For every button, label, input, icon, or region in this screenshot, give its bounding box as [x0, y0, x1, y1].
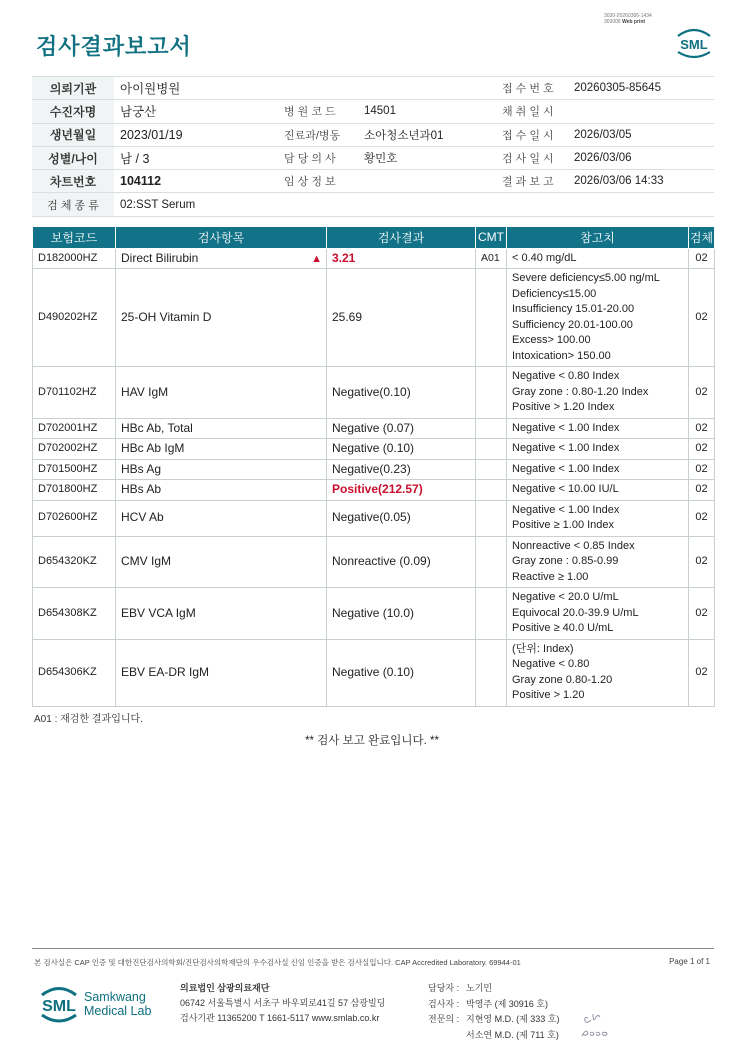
results-header-row — [33, 227, 715, 248]
dept-value: 소아청소년과01 — [358, 123, 488, 146]
cmt-code — [476, 269, 507, 367]
completion-message: ** 검사 보고 완료입니다. ** — [305, 735, 439, 747]
test-name — [116, 536, 327, 588]
doctor-value: 황민호 — [358, 146, 488, 169]
specimen-code: 02 — [689, 536, 715, 588]
cmt-code — [476, 367, 507, 419]
institution-label: 의뢰기관 — [32, 77, 114, 100]
test-name-label: HAV IgM — [121, 384, 169, 399]
reference-range: < 0.40 mg/dL — [507, 248, 689, 269]
reference-range: Negative < 10.00 IU/L — [507, 480, 689, 501]
signature-image — [578, 1006, 618, 1042]
brand-name: Samkwang Medical Lab — [84, 990, 152, 1018]
org-address: 06742 서울특별시 서초구 바우뫼로41길 57 삼광빌딩 — [180, 998, 386, 1008]
info-row — [32, 100, 714, 123]
specimen-code: 02 — [689, 639, 715, 706]
test-name-label: HBs Ab — [121, 482, 162, 496]
report-date-value: 2026/03/06 14:33 — [568, 170, 714, 193]
cmt-code — [476, 480, 507, 501]
receipt-date-value: 2026/03/05 — [568, 123, 714, 146]
staff-list — [428, 981, 559, 1043]
sex-age-label: 성별/나이 — [32, 146, 114, 169]
info-row — [32, 123, 714, 146]
test-result: Nonreactive (0.09) — [327, 536, 476, 588]
reference-range: Negative < 1.00 Index Positive ≥ 1.00 Index — [507, 500, 689, 536]
results-table — [32, 227, 715, 707]
info-row — [32, 170, 714, 193]
reference-range: Nonreactive < 0.85 Index Gray zone : 0.85-0.99 Reactive ≥ 1.00 — [507, 536, 689, 588]
specimen-value: 02:SST Serum — [114, 193, 714, 216]
staff-row: 담당자 : 노기민 — [428, 983, 493, 993]
high-flag-icon: ▲ — [311, 252, 322, 265]
col-header-item: 검사항목 — [116, 227, 327, 248]
organization-info — [180, 981, 385, 1026]
dept-label: 진료과/병동 — [274, 123, 358, 146]
report-date-label: 결 과 보 고 — [488, 170, 568, 193]
test-name-label: HBc Ab IgM — [121, 441, 185, 455]
info-row — [32, 193, 714, 216]
col-header-specimen: 검체 — [689, 227, 715, 248]
insurance-code: D654306KZ — [33, 639, 116, 706]
hospital-code-label: 병 원 코 드 — [274, 100, 358, 123]
info-row — [32, 146, 714, 169]
receipt-no-label: 접 수 번 호 — [488, 77, 568, 100]
chart-no-label: 차트번호 — [32, 170, 114, 193]
specimen-code: 02 — [689, 269, 715, 367]
col-header-code: 보험코드 — [33, 227, 116, 248]
receipt-no-value: 20260305-85645 — [568, 77, 714, 100]
test-name-label: HBc Ab, Total — [121, 420, 193, 435]
certification-note: 본 검사실은 CAP 인증 및 대한진단검사의학회/진단검사의학재단의 우수검사실 신임 인증을 받은 검사실입니다. CAP Accredited Laboratory. 69944-01 — [34, 958, 521, 967]
cmt-code — [476, 439, 507, 460]
test-result: 25.69 — [327, 269, 476, 367]
test-name — [116, 500, 327, 536]
result-row — [33, 248, 715, 269]
specimen-code: 02 — [689, 588, 715, 640]
result-row — [33, 367, 715, 419]
result-row — [33, 500, 715, 536]
chart-no-value: 104112 — [114, 170, 274, 193]
reference-range: Negative < 0.80 Index Gray zone : 0.80-1.20 Index Positive > 1.20 Index — [507, 367, 689, 419]
footer-divider — [32, 948, 714, 949]
reference-range: (단위: Index) Negative < 0.80 Gray zone 0.80-1.20 Positive > 1.20 — [507, 639, 689, 706]
sml-footer-logo — [36, 982, 82, 1026]
staff-row: 검사자 : 박영주 (제 30916 호) — [428, 998, 548, 1009]
insurance-code: D654308KZ — [33, 588, 116, 640]
test-result: Negative (10.0) — [327, 588, 476, 640]
test-name-label: 25-OH Vitamin D — [121, 309, 212, 324]
test-name — [116, 459, 327, 480]
hospital-code-value: 14501 — [358, 100, 488, 123]
result-row — [33, 536, 715, 588]
result-row — [33, 588, 715, 640]
cmt-code — [476, 500, 507, 536]
info-row — [32, 77, 714, 100]
test-name — [116, 639, 327, 706]
test-result: Negative (0.10) — [327, 439, 476, 460]
svg-text:SML: SML — [42, 998, 76, 1015]
cmt-code — [476, 588, 507, 640]
institution-value: 아이원병원 — [114, 77, 488, 100]
reference-range: Negative < 1.00 Index — [507, 439, 689, 460]
test-result: Negative (0.10) — [327, 639, 476, 706]
result-row — [33, 418, 715, 439]
sex-age-value: 남 / 3 — [114, 146, 274, 169]
org-name: 의료법인 삼광의료재단 — [180, 983, 270, 993]
print-code: 3030-20260306-1434 303006 Web print — [604, 13, 652, 25]
test-result: Negative(0.05) — [327, 500, 476, 536]
test-result: Negative(0.10) — [327, 367, 476, 419]
test-name-label: HBs Ag — [121, 461, 162, 476]
cmt-code: A01 — [476, 248, 507, 269]
test-name — [116, 588, 327, 640]
name-label: 수진자명 — [32, 100, 114, 123]
test-date-value: 2026/03/06 — [568, 146, 714, 169]
name-value: 남궁산 — [114, 100, 274, 123]
col-header-result: 검사결과 — [327, 227, 476, 248]
specimen-code: 02 — [689, 480, 715, 501]
staff-row: 서소연 M.D. (제 711 호) — [466, 1029, 559, 1040]
insurance-code: D182000HZ — [33, 248, 116, 269]
cmt-code — [476, 639, 507, 706]
test-name-label: CMV IgM — [121, 554, 172, 568]
reference-range: Severe deficiency≤5.00 ng/mL Deficiency≤15.00 Insufficiency 15.01-20.00 Sufficiency 20.01-100.00 Excess> 100.00 Intoxication> 150.00 — [507, 269, 689, 367]
birth-label: 생년월일 — [32, 123, 114, 146]
result-row — [33, 459, 715, 480]
insurance-code: D702002HZ — [33, 439, 116, 460]
clinical-value — [358, 170, 488, 193]
test-name — [116, 269, 327, 367]
test-result: Positive(212.57) — [327, 480, 476, 501]
test-name-label: EBV EA-DR IgM — [121, 664, 210, 679]
test-name-label: Direct Bilirubin — [121, 250, 199, 265]
svg-text:SML: SML — [680, 37, 708, 52]
specimen-code: 02 — [689, 439, 715, 460]
test-name — [116, 248, 327, 269]
result-row — [33, 480, 715, 501]
test-date-label: 검 사 일 시 — [488, 146, 568, 169]
page-title: 검사결과보고서 — [36, 35, 192, 60]
cmt-code — [476, 459, 507, 480]
patient-info-table — [32, 76, 714, 217]
test-name — [116, 367, 327, 419]
specimen-code: 02 — [689, 459, 715, 480]
test-result: Negative (0.07) — [327, 418, 476, 439]
cmt-code — [476, 536, 507, 588]
insurance-code: D702001HZ — [33, 418, 116, 439]
result-row — [33, 439, 715, 460]
reference-range: Negative < 1.00 Index — [507, 418, 689, 439]
test-name — [116, 418, 327, 439]
reference-range: Negative < 1.00 Index — [507, 459, 689, 480]
test-result: Negative(0.23) — [327, 459, 476, 480]
specimen-code: 02 — [689, 500, 715, 536]
birth-value: 2023/01/19 — [114, 123, 274, 146]
org-contact: 검사기관 11365200 T 1661-5117 www.smlab.co.kr — [180, 1013, 380, 1023]
staff-row: 전문의 : 지현영 M.D. (제 333 호) — [428, 1014, 560, 1024]
specimen-code: 02 — [689, 248, 715, 269]
result-row — [33, 639, 715, 706]
specimen-code: 02 — [689, 367, 715, 419]
col-header-reference: 참고치 — [507, 227, 689, 248]
receipt-date-label: 접 수 일 시 — [488, 123, 568, 146]
reference-range: Negative < 20.0 U/mL Equivocal 20.0-39.9 U/mL Positive ≥ 40.0 U/mL — [507, 588, 689, 640]
insurance-code: D702600HZ — [33, 500, 116, 536]
insurance-code: D701800HZ — [33, 480, 116, 501]
collection-date-label: 채 취 일 시 — [488, 100, 568, 123]
page-number: Page 1 of 1 — [669, 957, 710, 966]
test-name-label: HCV Ab — [121, 510, 164, 525]
cmt-legend: A01 : 재검한 결과입니다. — [34, 714, 143, 725]
collection-date-value — [568, 100, 714, 123]
insurance-code: D701500HZ — [33, 459, 116, 480]
result-row — [33, 269, 715, 367]
doctor-label: 담 당 의 사 — [274, 146, 358, 169]
specimen-label: 검 체 종 류 — [32, 193, 114, 216]
col-header-cmt: CMT — [476, 227, 507, 248]
test-name — [116, 480, 327, 501]
test-result: 3.21 — [327, 248, 476, 269]
clinical-label: 임 상 정 보 — [274, 170, 358, 193]
insurance-code: D654320KZ — [33, 536, 116, 588]
test-name-label: EBV VCA IgM — [121, 605, 196, 620]
specimen-code: 02 — [689, 418, 715, 439]
insurance-code: D490202HZ — [33, 269, 116, 367]
insurance-code: D701102HZ — [33, 367, 116, 419]
sml-logo — [672, 26, 716, 60]
cmt-code — [476, 418, 507, 439]
test-name — [116, 439, 327, 460]
